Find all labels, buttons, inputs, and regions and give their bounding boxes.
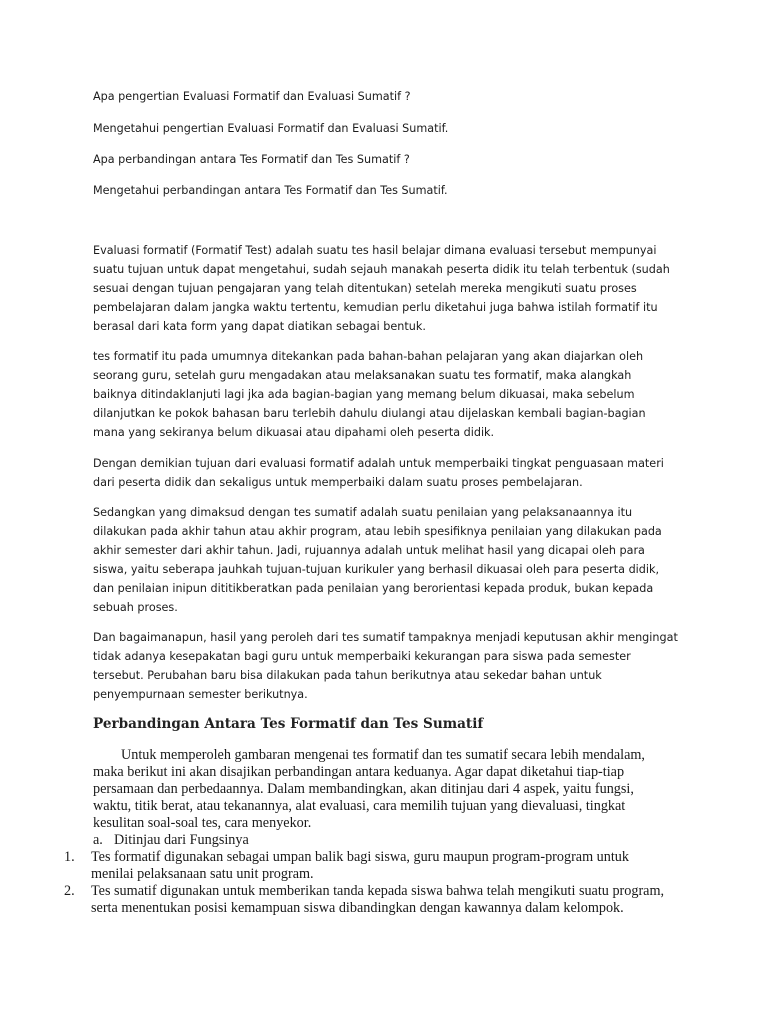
paragraph-formatif-definition: Evaluasi formatif (Formatif Test) adalah suatu tes hasil belajar dimana evaluasi tersebut mempunyai suatu tujuan untuk dapat mengetahui, sudah sejauh manakah peserta didik itu telah terbentuk (sudah sesuai dengan tujuan pengajaran yang telah ditentukan) setelah mereka mengikuti suatu proses pembelajaran dalam jangka waktu tertentu, kemudian perlu diketahui juga bahwa istilah formatif itu berasal dari kata form yang dapat diatikan sebagai bentuk.	[93, 244, 670, 333]
paragraph-formatif-followup: tes formatif itu pada umumnya ditekankan pada bahan-bahan pelajaran yang akan diajarkan oleh seorang guru, setelah guru mengadakan atau melaksanakan suatu tes formatif, maka alangkah baiknya ditindaklanjuti lagi jka ada bagian-bagian yang memang belum dikuasai, maka sebelum dilanjutkan ke pokok bahasan baru terlebih dahulu diulangi atau dijelaskan kembali bagian-bagian mana yang sekiranya belum dikuasai atau dipahami oleh peserta didik.	[93, 350, 646, 439]
paragraph-sumatif-result: Dan bagaimanapun, hasil yang peroleh dari tes sumatif tampaknya menjadi keputusan akhir mengingat tidak adanya kesepakatan bagi guru untuk memperbaiki kekurangan para siswa pada semester tersebut. Perubahan baru bisa dilakukan pada tahun berikutnya atau sekedar bahan untuk penyempurnaan semester berikutnya.	[93, 631, 678, 701]
comparison-intro-paragraph: Untuk memperoleh gambaran mengenai tes formatif dan tes sumatif secara lebih mendalam, maka berikut ini akan disajikan perbandingan antara keduanya. Agar dapat diketahui tiap-tiap persamaan dan perbedaannya. Dalam membandingkan, akan ditinjau dari 4 aspek, yaitu fungsi, waktu, titik berat, atau tekanannya, alat evaluasi, cara memilih tujuan yang dievaluasi, tingkat kesulitan soal-soal tes, cara menyekor.	[93, 747, 645, 831]
section-heading: Perbandingan Antara Tes Formatif dan Tes Sumatif	[93, 716, 484, 732]
list-item-body: Tes sumatif digunakan untuk memberikan tanda kepada siswa bahwa telah mengikuti suatu program, serta menentukan posisi kemampuan siswa dibandingkan dengan kawannya dalam kelompok.	[91, 883, 665, 916]
sub-item-text: Ditinjau dari Fungsinya	[114, 832, 249, 848]
intro-question-2: Apa perbandingan antara Tes Formatif dan Tes Sumatif ?	[93, 153, 410, 166]
intro-question-1: Apa pengertian Evaluasi Formatif dan Evaluasi Sumatif ?	[93, 90, 411, 103]
paragraph-formatif-goal: Dengan demikian tujuan dari evaluasi formatif adalah untuk memperbaiki tingkat penguasaan materi dari peserta didik dan sekaligus untuk memperbaiki dalam suatu proses pembelajaran.	[93, 457, 664, 489]
paragraph-sumatif-definition: Sedangkan yang dimaksud dengan tes sumatif adalah suatu penilaian yang pelaksanaannya itu dilakukan pada akhir tahun atau akhir program, atau lebih spesifiknya penilaian yang dilakukan pada akhir semester dari akhir tahun. Jadi, rujuannya adalah untuk melihat hasil yang dicapai oleh para siswa, yaitu seberapa jauhkah tujuan-tujuan kurikuler yang berhasil dikuasai oleh para peserta didik, dan penilaian inipun dititikberatkan pada penilaian yang berorientasi kepada produk, bukan kepada sebuah proses.	[93, 506, 662, 614]
list-item-text	[91, 883, 676, 917]
list-item-marker: 2.	[64, 883, 75, 899]
list-item-body: Tes formatif digunakan sebagai umpan balik bagi siswa, guru maupun program-program untuk menilai pelaksanaan satu unit program.	[91, 849, 629, 882]
intro-objective-1: Mengetahui pengertian Evaluasi Formatif dan Evaluasi Sumatif.	[93, 122, 449, 135]
list-item-marker: 1.	[64, 849, 75, 865]
intro-objective-2: Mengetahui perbandingan antara Tes Formatif dan Tes Sumatif.	[93, 184, 448, 197]
sub-item-marker: a.	[93, 832, 103, 848]
list-item-text	[91, 849, 671, 883]
